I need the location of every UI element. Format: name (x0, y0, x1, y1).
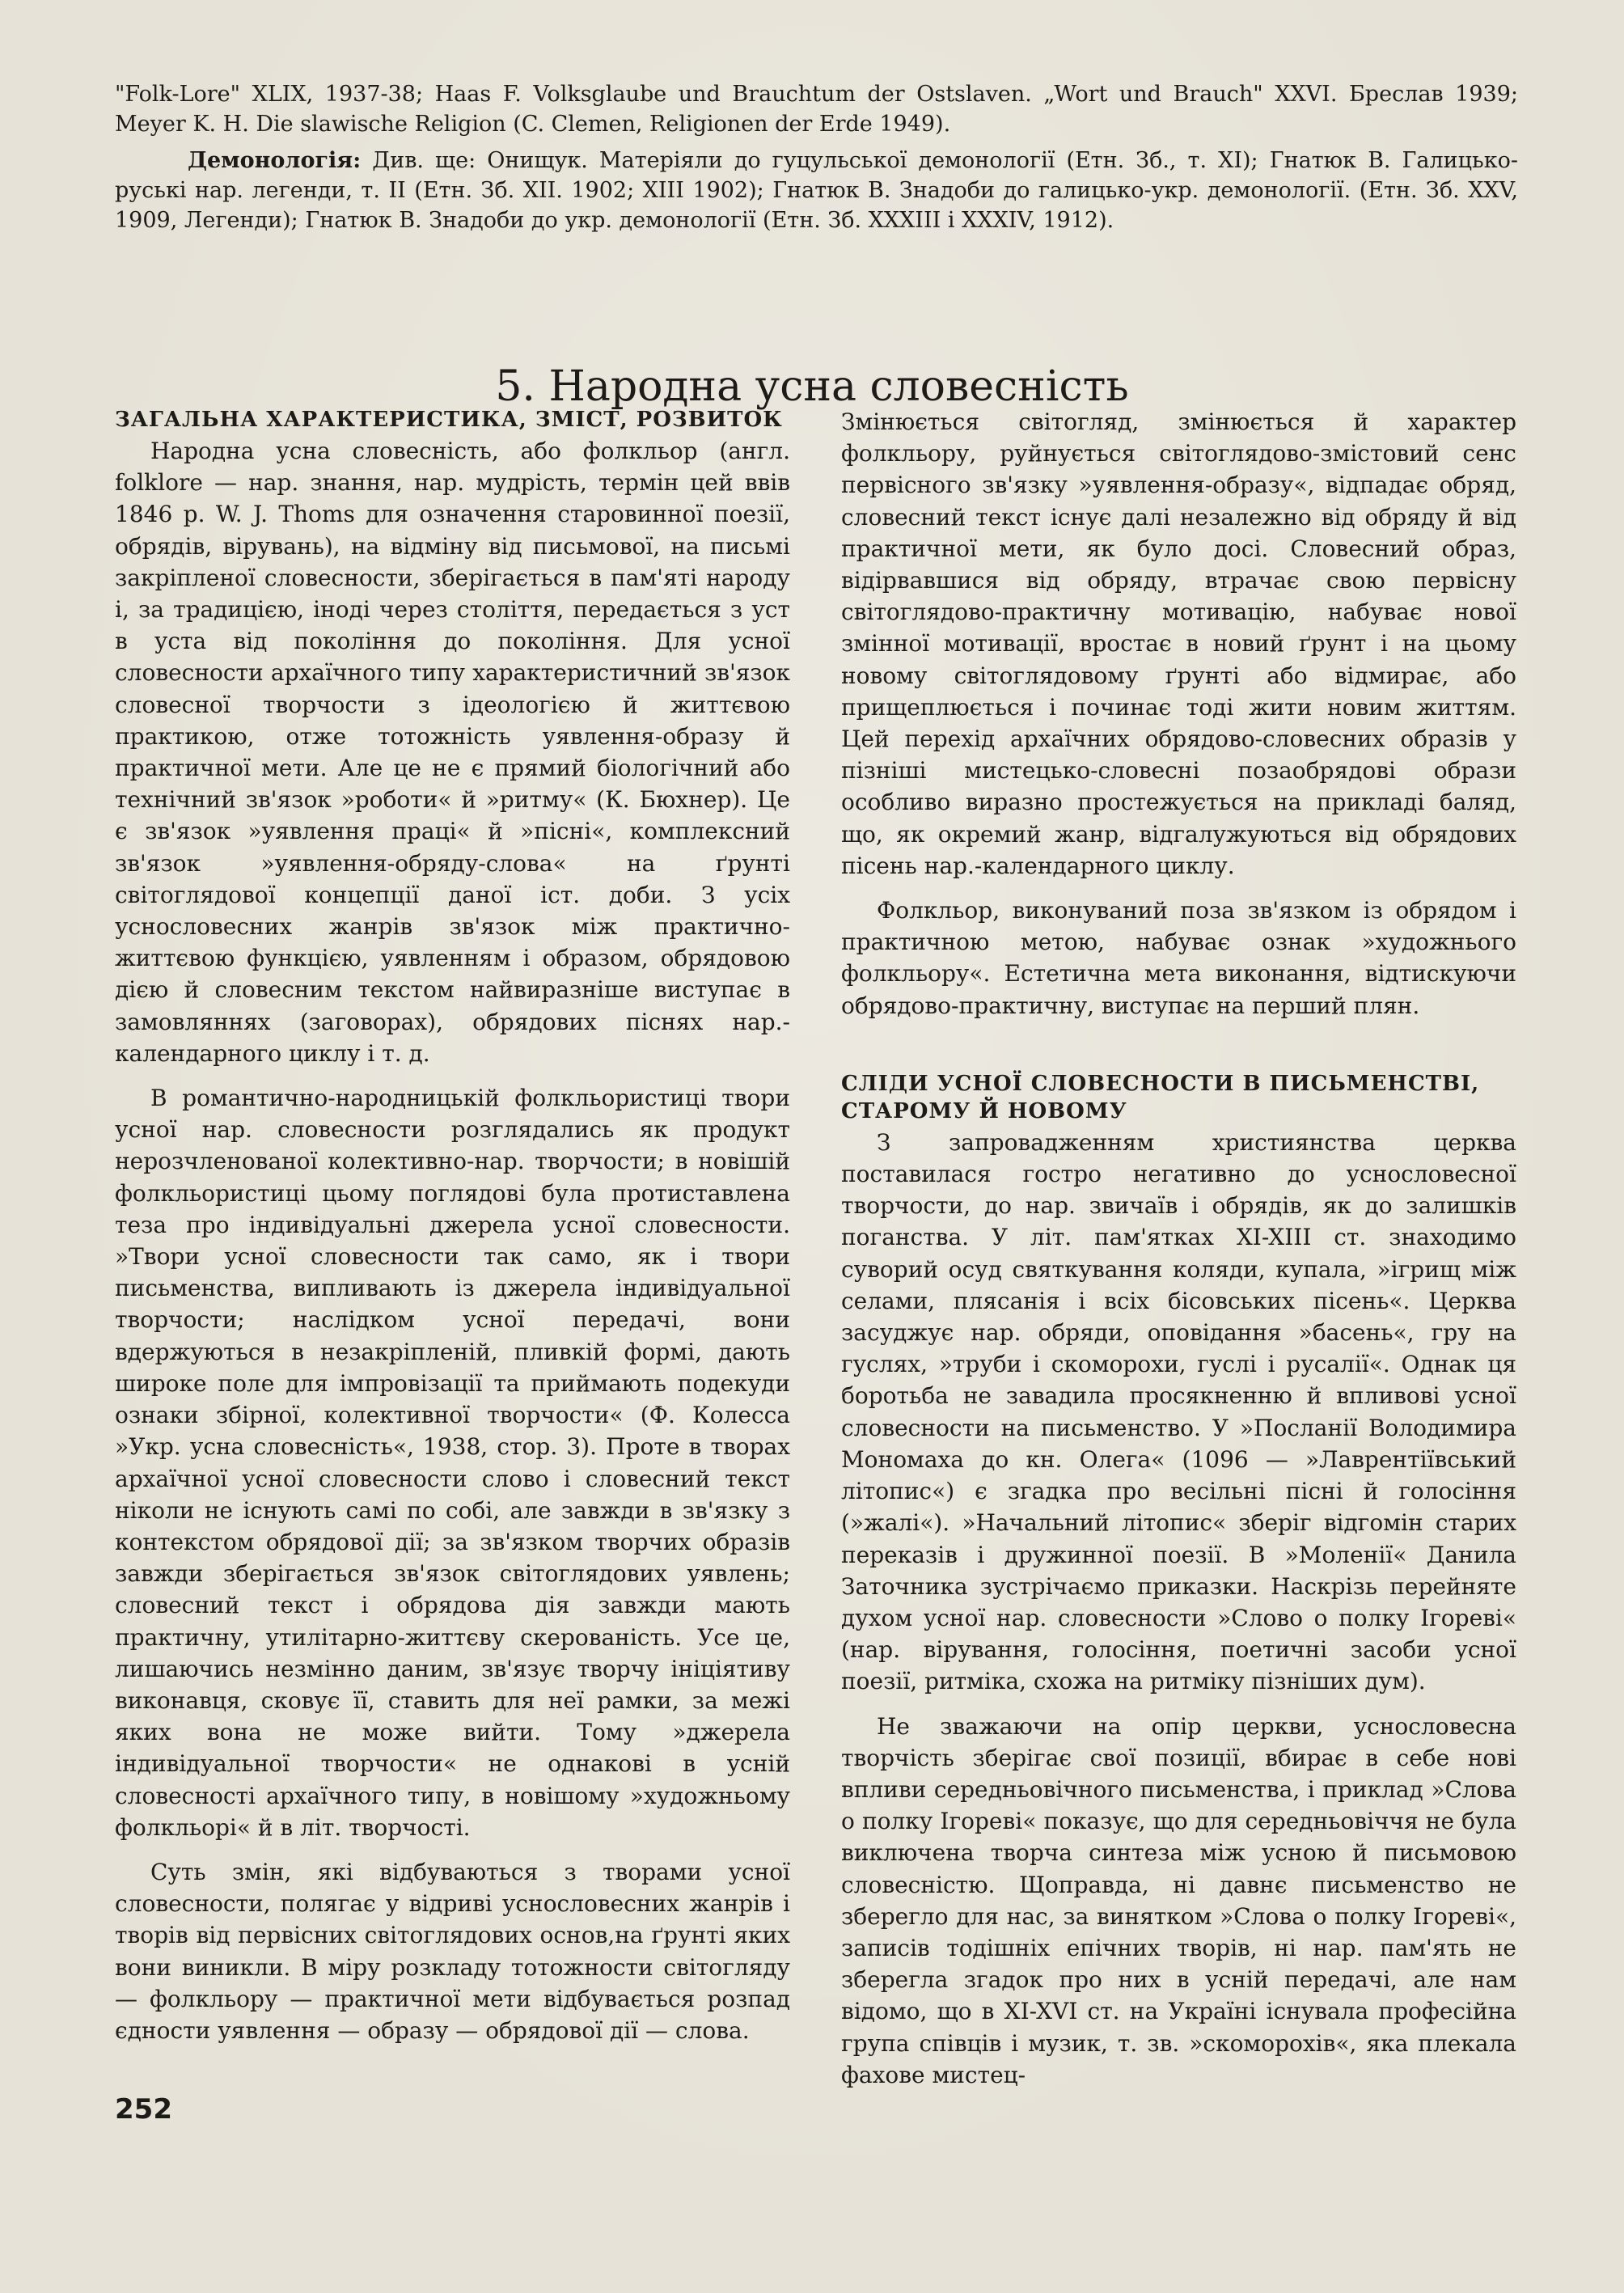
left-column (115, 406, 790, 2046)
subsection-heading: ЗАГАЛЬНА ХАРАКТЕРИСТИКА, ЗМІСТ, РОЗВИТОК (115, 408, 783, 432)
demonology-label: Демонологія: (188, 148, 362, 173)
paragraph: В романтично-народницькій фолкльористиці твори усної нар. словесности розглядались як продукт нерозчленованої колективно-нар. творчости; в новішій фолкльористиці цьому поглядові була протиставлена теза про індивідуальні джерела усної словесности. »Твори усної словесности так само, як і твори письменства, випливають із джерела індивідуальної творчости; наслідком усної передачі, вони вдержуються в незакріпленій, пливкій формі, дають широке поле для імпровізації та приймають подекуди ознаки збірної, колективної творчости« (Ф. Колесса »Укр. усна словесність«, 1938, стор. 3). Проте в творах архаїчної усної словесности слово і словесний текст ніколи не існують самі по собі, але завжди в зв'язку з контекстом обрядової дії; за зв'язком творчих образів завжди зберігається зв'язок світоглядових уявлень; словесний текст і обрядова дія завжди мають практичну, утилітарно-життєву скерованість. Усе це, лишаючись незмінно даним, зв'язує творчу ініціятиву виконавця, сковує її, ставить для неї рамки, за межі яких вона не може вийти. Тому »джерела індивідуальної творчости« не однакові в усній словесності архаїчного типу, в новішому »художньому фолкльорі« й в літ. творчості. (115, 1085, 790, 1841)
paragraph: Народна усна словесність, або фолкльор (англ. folklore — нар. знання, нар. мудрість, термін цей ввів 1846 р. W. J. Thoms для означення старовинної поезії, обрядів, вірувань), на відміну від письмової, на письмі закріпленої словесности, зберігається в пам'яті народу і, за традицією, іноді через століття, передається з уст в уста від покоління до покоління. Для усної словесности архаїчного типу характеристичний зв'язок словесної творчости з ідеологією й життєвою практикою, отже тотожність уявлення-образу й практичної мети. Але це не є прямий біологічний або технічний зв'язок »роботи« й »ритму« (К. Бюхнер). Це є зв'язок »уявлення праці« й »пісні«, комплексний зв'язок »уявлення-обряду-слова« на ґрунті світоглядової концепції даної іст. доби. З усіх уснословесних жанрів зв'язок між практично-життєвою функцією, уявленням і образом, обрядовою дією й словесним текстом найвиразніше виступає в замовляннях (заговорах), обрядових піснях нар.-календарного циклу і т. д. (115, 438, 790, 1067)
paragraph: Фолкльор, виконуваний поза зв'язком із обрядом і практичною метою, набуває ознак »художнього фолкльору«. Естетична мета виконання, відтискуючи обрядово-практичну, виступає на перший плян. (841, 897, 1516, 1019)
reference-entry: "Folk-Lore" XLIX, 1937-38; Haas F. Volksglaube und Brauchtum der Ostslaven. „Wort und Brauch" XXVI. Бреслав 1939; Meyer K. H. Die slawische Religion (C. Clemen, Religionen der Erde 1949). (115, 82, 1518, 137)
right-column (841, 406, 1516, 2091)
paragraph: Змінюється світогляд, змінюється й характер фолкльору, руйнується світоглядово-змістовий сенс первісного зв'язку »уявлення-образу«, відпадає обряд, словесний текст існує далі незалежно від обряду й від практичної мети, як було досі. Словесний образ, відірвавшися від обряду, втрачає свою первісну світоглядово-практичну мотивацію, набуває нової змінної мотивації, вростає в новий ґрунт і на цьому новому світоглядовому ґрунті або відмирає, або прищеплюється і починає тоді жити новим життям. Цей перехід архаїчних обрядово-словесних образів у пізніші мистецько-словесні позаобрядові образи особливо виразно простежується на прикладі баляд, що, як окремий жанр, відгалужуються від обрядових пісень нар.-календарного циклу. (841, 408, 1516, 879)
page-number: 252 (115, 2093, 172, 2126)
paragraph: З запровадженням християнства церква поставилася гостро негативно до уснословесної творчости, до нар. звичаїв і обрядів, як до залишків поганства. У літ. пам'ятках XI-XIII ст. знаходимо суворий осуд святкування коляди, купала, »ігрищ між селами, плясанія і всіх бісовських пісень«. Церква засуджує нар. обряди, оповідання »басень«, гру на гуслях, »труби і скоморохи, гуслі і русалії«. Однак ця боротьба не завадила просякненню й впливові усної словесности на письменство. У »Посланії Володимира Мономаха до кн. Олега« (1096 — »Лаврентіївський літопис«) є згадка про весільні пісні й голосіння (»жалі«). »Начальний літопис« зберіг відгомін старих переказів і дружинної поезії. В »Моленії« Данила Заточника зустрічаємо приказки. Наскрізь перейняте духом усної нар. словесности »Слово о полку Ігореві« (нар. вірування, голосіння, поетичні засоби усної поезії, ритміка, схожа на ритміку пізніших дум). (841, 1128, 1516, 1695)
demonology-references (115, 146, 1518, 235)
demonology-text: Див. ще: Онищук. Матеріяли до гуцульської демонології (Етн. Зб., т. XI); Гнатюк В. Галицько-руські нар. легенди, т. II (Етн. Зб. XII. 1902; XIII 1902); Гнатюк В. Знадоби до галицько-укр. демонології. (Етн. Зб. XXV, 1909, Легенди); Гнатюк В. Знадоби до укр. демонології (Етн. Зб. XXXIII і XXXIV, 1912). (115, 148, 1518, 233)
paragraph: Суть змін, які відбуваються з творами усної словесности, полягає у відриві уснословесних жанрів і творів від первісних світоглядових основ,на ґрунті яких вони виникли. В міру розкладу тотожности світогляду — фолкльору — практичної мети відбувається розпад єдности уявлення — образу — обрядової дії — слова. (115, 1858, 790, 2044)
subsection-heading: СЛІДИ УСНОЇ СЛОВЕСНОСТИ В ПИСЬМЕНСТВІ, СТАРОМУ Й НОВОМУ (841, 1071, 1480, 1123)
references-block (115, 79, 1518, 242)
paragraph: Не зважаючи на опір церкви, уснословесна творчість зберігає свої позиції, вбирає в себе нові впливи середньовічного письменства, і приклад »Слова о полку Ігореві« показує, що для середньовіччя не була виключена творча синтеза між усною й письмовою словесністю. Щоправда, ні давнє письменство не зберегло для нас, за винятком »Слова о полку Ігореві«, записів тодішніх епічних творів, ні нар. пам'ять не зберегла згадок про них в усній передачі, але нам відомо, що в XI-XVI ст. на Україні існувала професійна група співців і музик, т. зв. »скоморохів«, яка плекала фахове мистец- (841, 1712, 1516, 2088)
section-title: 5. Народна усна словесність (495, 362, 1129, 412)
